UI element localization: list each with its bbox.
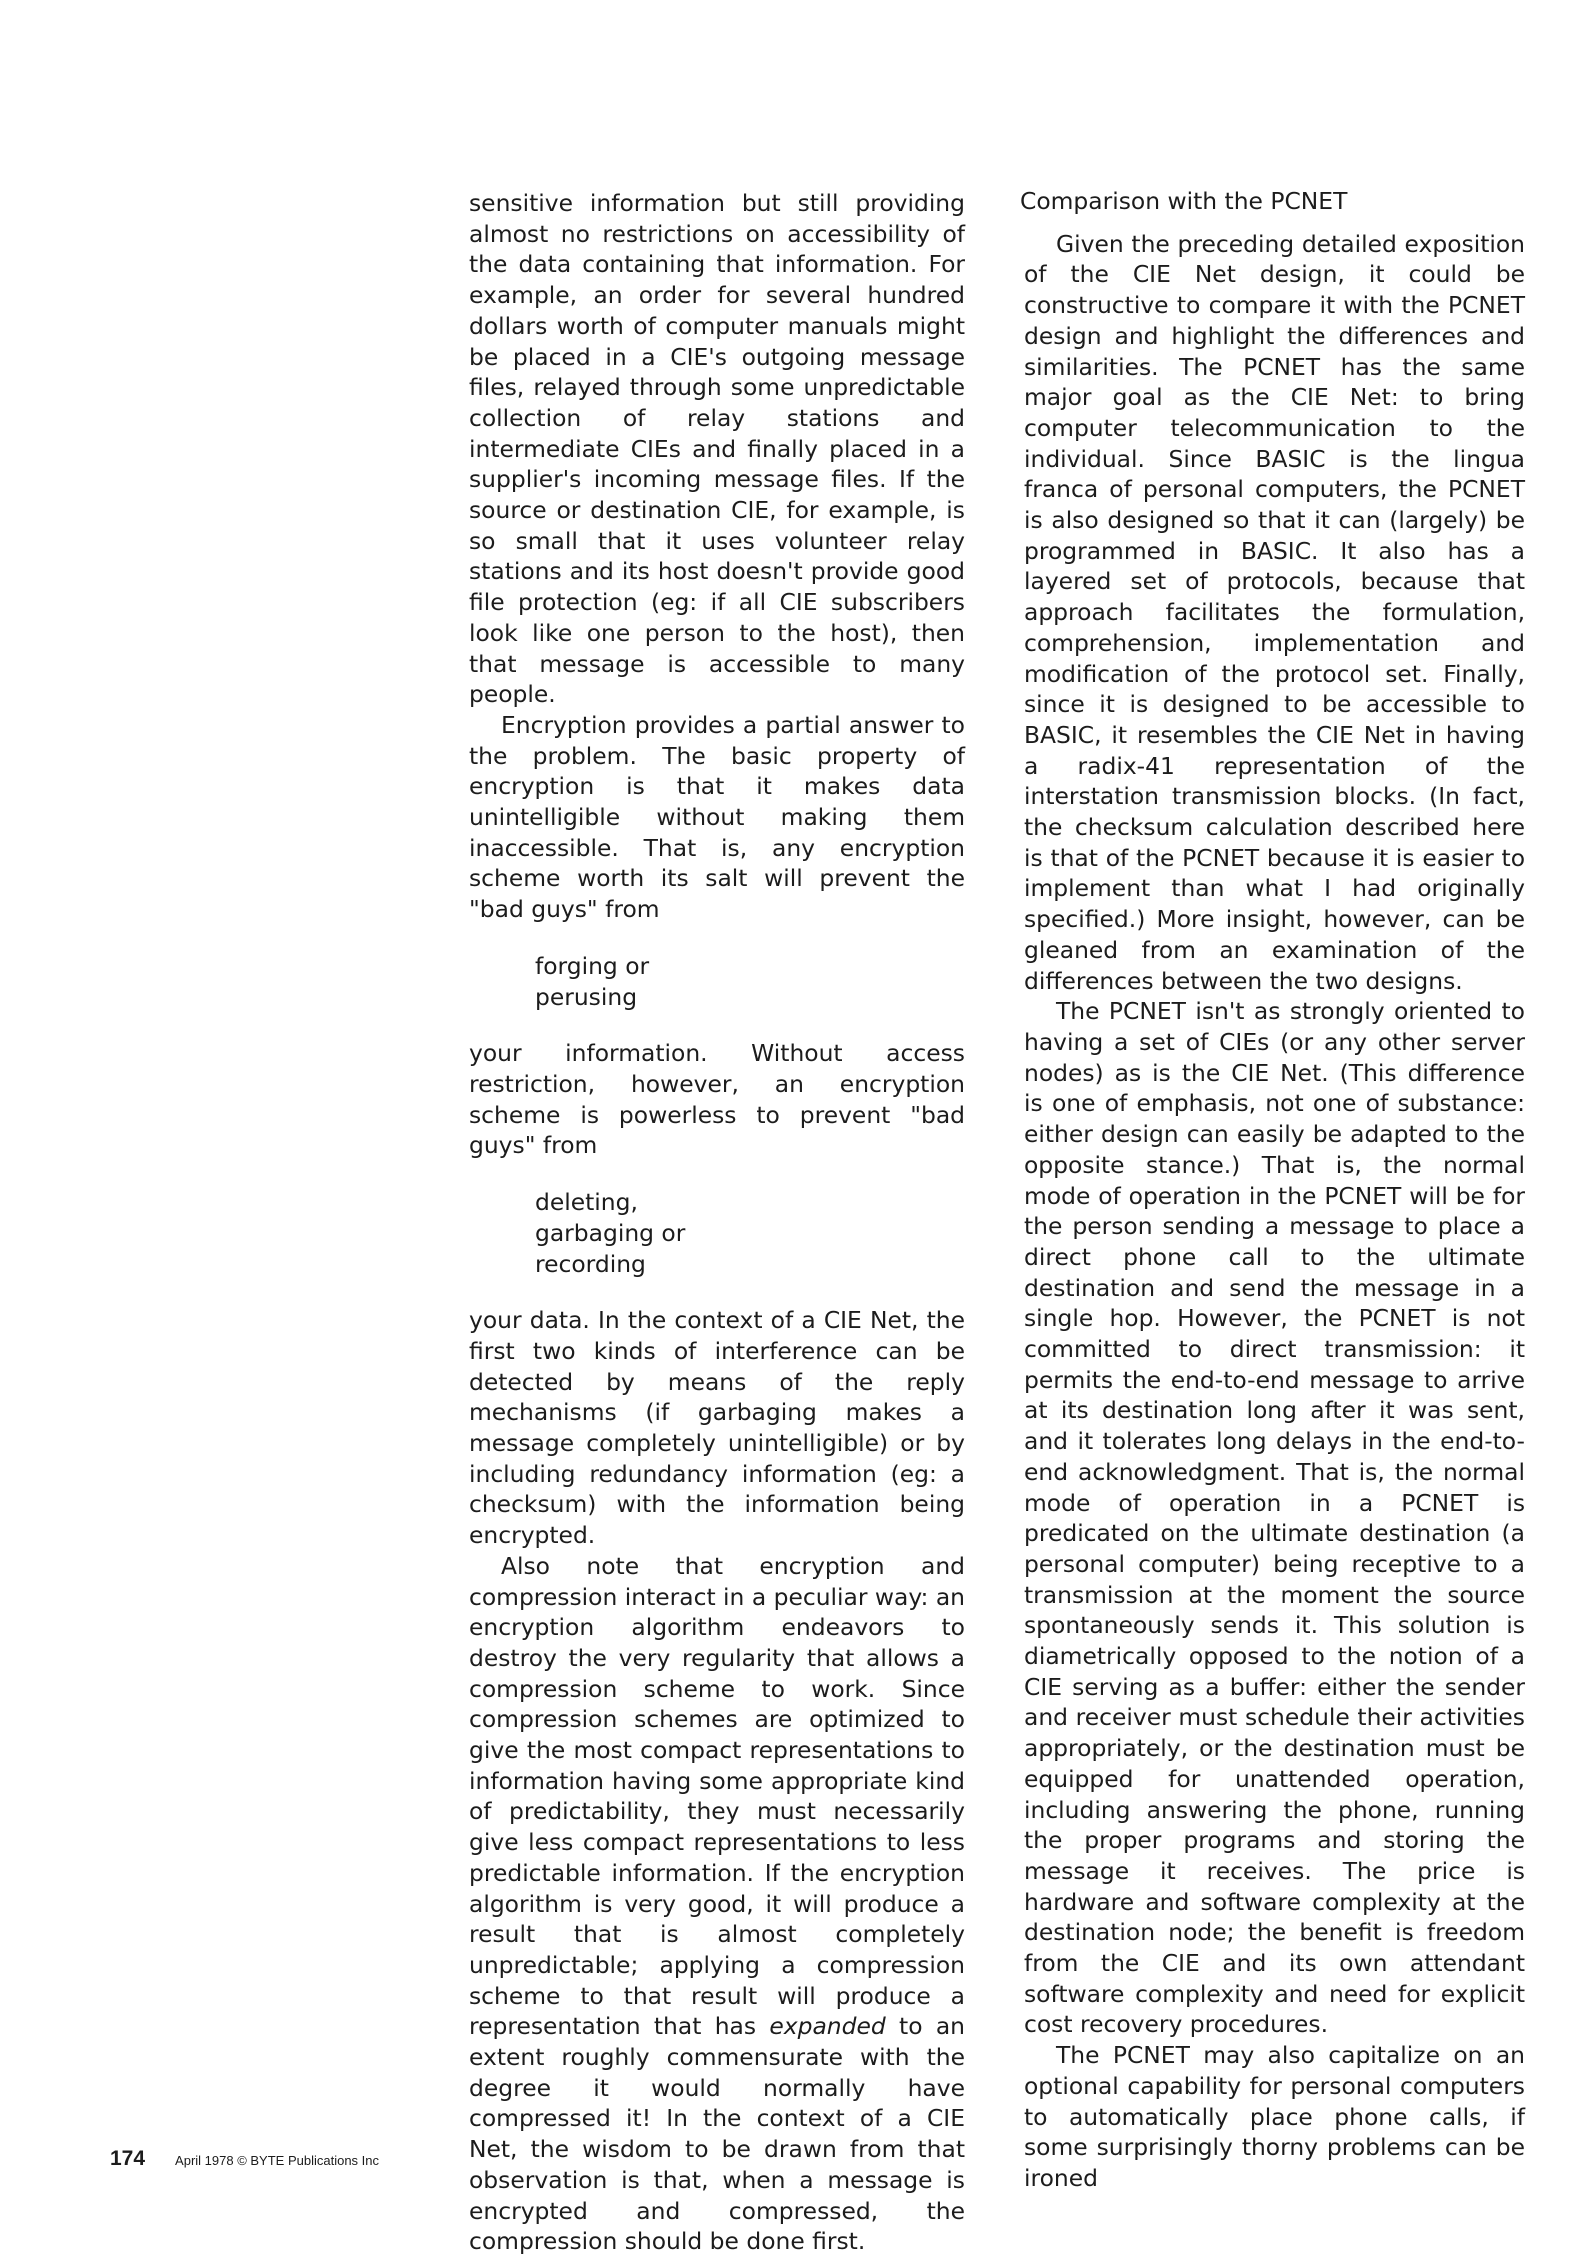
list-item: forging or (535, 951, 650, 980)
publication-credit: April 1978 © BYTE Publications Inc (175, 2153, 380, 2168)
indented-list (535, 1187, 965, 1279)
paragraph (469, 1551, 965, 2257)
left-column (469, 188, 965, 2257)
list-item: garbaging or (535, 1218, 686, 1247)
list-item: deleting, (535, 1188, 638, 1217)
paragraph: Given the preceding detailed exposition of the CIE Net design, it could be constructive to compare it with the PCNET design and highlight the differences and similarities. The PCNET has the same major goal as the CIE Net: to bring computer telecommunication to the individual. Since BASIC is the lingua franca of personal computers, the PCNET is also designed so that it can (largely) be programmed in BASIC. It also has a layered set of protocols, because that approach facilitates the formulation, comprehension, implementation and modification of the protocol set. Finally, since it is designed to be accessible to BASIC, it resembles the CIE Net in having a radix-41 representation of the interstation transmission blocks. (In fact, the checksum calculation described here is that of the PCNET because it is easier to implement than what I had originally specified.) More insight, however, can be gleaned from an examination of the differences between the two designs. (1024, 229, 1525, 995)
list-item: recording (535, 1249, 646, 1278)
right-column (1020, 186, 1525, 2194)
section-heading: Comparison with the PCNET (1020, 187, 1348, 215)
page-number: 174 (110, 2147, 146, 2170)
page-footer (110, 2147, 379, 2175)
paragraph-text: to an extent roughly commensurate with the degree it would normally have compressed it! In the context of a CIE Net, the wisdom to be drawn from that observation is that, when a message is encrypted and compressed, the compression should be done first. (469, 2012, 965, 2256)
paragraph: your information. Without access restriction, however, an encryption scheme is powerless to prevent "bad guys" from (469, 1039, 965, 1160)
paragraph-text: Also note that encryption and compression interact in a peculiar way: an encryption algorithm endeavors to destroy the very regularity that allows a compression scheme to work. Since compression schemes are optimized to give the most compact representations to information having some appropriate kind of predictability, they must necessarily give less compact representations to less predictable information. If the encryption algorithm is very good, it will produce a result that is almost completely unpredictable; applying a compression scheme to that result will produce a representation that has (469, 1551, 965, 2041)
list-item: perusing (535, 982, 638, 1011)
paragraph: The PCNET isn't as strongly oriented to having a set of CIEs (or any other server nodes) as is the CIE Net. (This difference is one of emphasis, not one of substance: either design can easily be adapted to the opposite stance.) That is, the normal mode of operation in the PCNET will be for the person sending a message to place a direct phone call to the ultimate destination and send the message in a single hop. However, the PCNET is not committed to direct transmission: it permits the end-to-end message to arrive at its destination long after it was sent, and it tolerates long delays in the end-to-end acknowledgment. That is, the normal mode of operation in a PCNET is predicated on the ultimate destination (a personal computer) being receptive to a transmission at the moment the source spontaneously sends it. This solution is diametrically opposed to the notion of a CIE serving as a buffer: either the sender and receiver must schedule their activities appropriately, or the destination must be equipped for unattended operation, including answering the phone, running the proper programs and storing the message it receives. The price is hardware and software complexity at the destination node; the benefit is freedom from the CIE and its own attendant software complexity and need for explicit cost recovery procedures. (1024, 997, 1525, 2039)
paragraph: sensitive information but still providing almost no restrictions on accessibility of the data containing that information. For example, an order for several hundred dollars worth of computer manuals might be placed in a CIE's outgoing message files, relayed through some unpredictable collection of relay stations and intermediate CIEs and finally placed in a supplier's incoming message files. If the source or destination CIE, for example, is so small that it uses volunteer relay stations and its host doesn't provide good file protection (eg: if all CIE subscribers look like one person to the host), then that message is accessible to many people. (469, 189, 965, 709)
indented-list (535, 951, 965, 1012)
paragraph: The PCNET may also capitalize on an optional capability for personal computers to automatically place phone calls, if some surprisingly thorny problems can be ironed (1024, 2041, 1525, 2192)
paragraph: Encryption provides a partial answer to the problem. The basic property of encryption is that it makes data unintelligible without making them inaccessible. That is, any encryption scheme worth its salt will prevent the "bad guys" from (469, 710, 965, 924)
emphasized-word: expanded (769, 2012, 886, 2041)
paragraph: your data. In the context of a CIE Net, the first two kinds of interference can be detected by means of the reply mechanisms (if garbaging makes a message completely unintelligible) or by including redundancy information (eg: a checksum) with the information being encrypted. (469, 1306, 965, 1550)
